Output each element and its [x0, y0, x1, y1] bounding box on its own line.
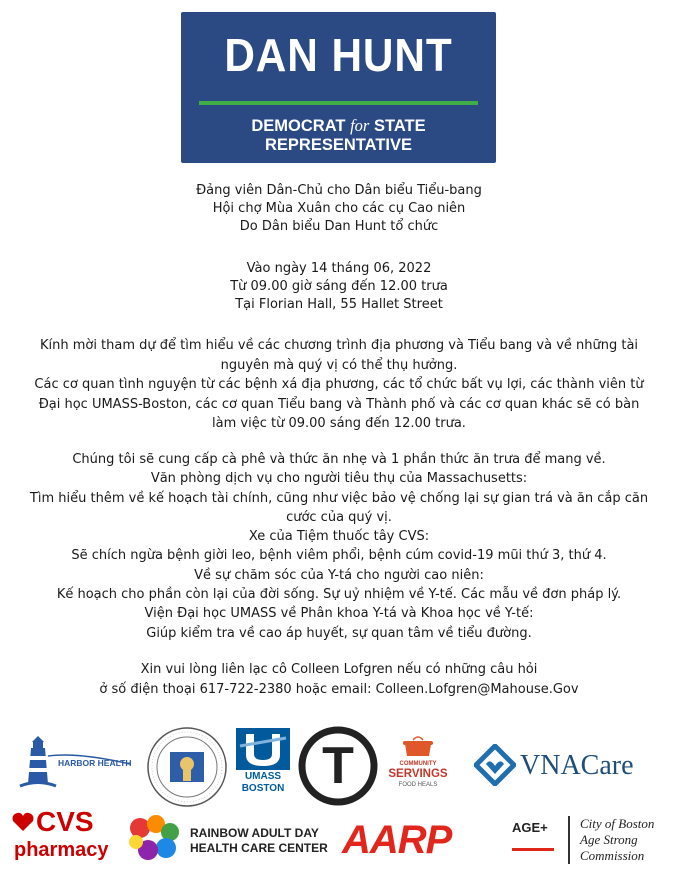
body-line: nguyên mà quý vị có thể thụ hưởng.	[220, 357, 458, 373]
services-line: Văn phòng dịch vụ cho người tiêu thụ của Massachusetts:	[150, 471, 528, 487]
community-servings-logo	[383, 736, 453, 788]
vna-care-logo	[474, 744, 634, 786]
services-line: Xe của Tiệm thuốc tây CVS:	[248, 529, 430, 545]
event-time: Từ 09.00 giờ sáng đến 12.00 trưa	[230, 279, 448, 294]
event-location: Tại Florian Hall, 55 Hallet Street	[235, 297, 443, 312]
candidate-banner	[181, 12, 496, 163]
contact-block	[0, 660, 678, 700]
city-line-1: City of Boston	[580, 816, 655, 831]
subtitle-for: for	[350, 116, 370, 135]
servings-label: SERVINGS	[388, 768, 448, 780]
services-line: Giúp kiểm tra về cao áp huyết, sự quan tâm về tiểu đường.	[146, 625, 532, 641]
harbor-health-logo	[18, 734, 133, 792]
rainbow-line-1: RAINBOW ADULT DAY	[190, 826, 319, 840]
intro-line: Đảng viên Dân-Chủ cho Dân biểu Tiểu-bang	[196, 183, 482, 198]
boston-label: BOSTON	[241, 783, 285, 794]
consumer-affairs-seal	[146, 726, 228, 808]
body-line: Đại học UMASS-Boston, các cơ quan Tiểu bang và Thành phố và các cơ quan khác sẽ có bàn	[38, 396, 640, 412]
food-heals-label: FOOD HEALS	[398, 782, 438, 788]
body-line: Kính mời tham dự để tìm hiểu về các chương trình địa phương và Tiểu bang và về những tài	[39, 338, 639, 353]
event-date: Vào ngày 14 tháng 06, 2022	[246, 261, 432, 276]
event-details	[0, 260, 678, 314]
age-plus-bar	[512, 848, 554, 851]
banner-subtitle	[181, 116, 496, 155]
pharmacy-label: pharmacy	[14, 839, 109, 861]
contact-line: Xin vui lòng liên lạc cô Colleen Lofgren nếu có những câu hỏi	[140, 662, 538, 677]
services-block	[0, 450, 678, 643]
body-line: làm việc từ 09.00 sáng đến 12.00 trưa.	[212, 416, 466, 431]
intro-block	[0, 182, 678, 236]
intro-line: Hội chợ Mùa Xuân cho các cụ Cao niên	[212, 201, 466, 216]
invitation-body	[0, 336, 678, 434]
candidate-name: DAN HUNT	[224, 29, 453, 81]
umass-label: UMASS	[244, 771, 282, 782]
cvs-label: CVS	[36, 806, 94, 837]
intro-line: Do Dân biểu Dan Hunt tổ chức	[239, 219, 439, 234]
age-plus-logo	[512, 820, 554, 851]
body-line: Các cơ quan tình nguyện từ các bệnh xá địa phương, các tổ chức bất vụ lợi, các thành viên từ	[34, 377, 644, 392]
services-line: Kế hoạch cho phần còn lại của đời sống. Sự uỷ nhiệm về Y-tế. Các mẫu về đơn pháp lý.	[56, 587, 622, 603]
city-line-2: Age Strong	[580, 832, 638, 847]
umass-boston-logo	[236, 728, 290, 794]
rainbow-line-2: HEALTH CARE CENTER	[190, 841, 328, 855]
services-line: Chúng tôi sẽ cung cấp cà phê và thức ăn nhẹ và 1 phần thức ăn trưa để mang về.	[72, 452, 606, 467]
services-line: Về sự chăm sóc của Y-tá cho người cao niên:	[194, 567, 484, 583]
vna-label: VNACare	[520, 750, 634, 781]
mbta-logo	[298, 726, 378, 806]
services-line: cước của quý vị.	[286, 509, 392, 525]
services-line: Tìm hiểu thêm về kế hoạch tài chính, cũng như việc bảo vệ chống lại sự gian trá và ăn cắp căn	[29, 490, 649, 506]
subtitle-democrat: DEMOCRAT	[251, 117, 346, 135]
services-line: Viện Đại học UMASS về Phân khoa Y-tá và Khoa học về Y-tế:	[144, 606, 534, 622]
community-label: COMMUNITY	[399, 761, 437, 767]
contact-email-line[interactable]: ở số điện thoại 617-722-2380 hoặc email: Colleen.Lofgren@Mahouse.Gov	[99, 682, 579, 697]
banner-divider	[199, 101, 478, 105]
subtitle-office: STATE REPRESENTATIVE	[265, 117, 426, 154]
harbor-health-label: HARBOR HEALTH	[58, 758, 132, 768]
services-line: Sẽ chích ngừa bệnh giời leo, bệnh viêm phổi, bệnh cúm covid-19 mũi thứ 3, thứ 4.	[71, 548, 607, 564]
cvs-pharmacy-logo	[12, 806, 109, 861]
rainbow-adult-day-logo	[126, 814, 328, 862]
age-plus-label: AGE+	[512, 820, 548, 835]
aarp-label: AARP	[342, 818, 452, 862]
mbta-letter: T	[322, 737, 354, 795]
aarp-logo	[342, 818, 451, 862]
city-line-3: Commission	[580, 848, 645, 863]
